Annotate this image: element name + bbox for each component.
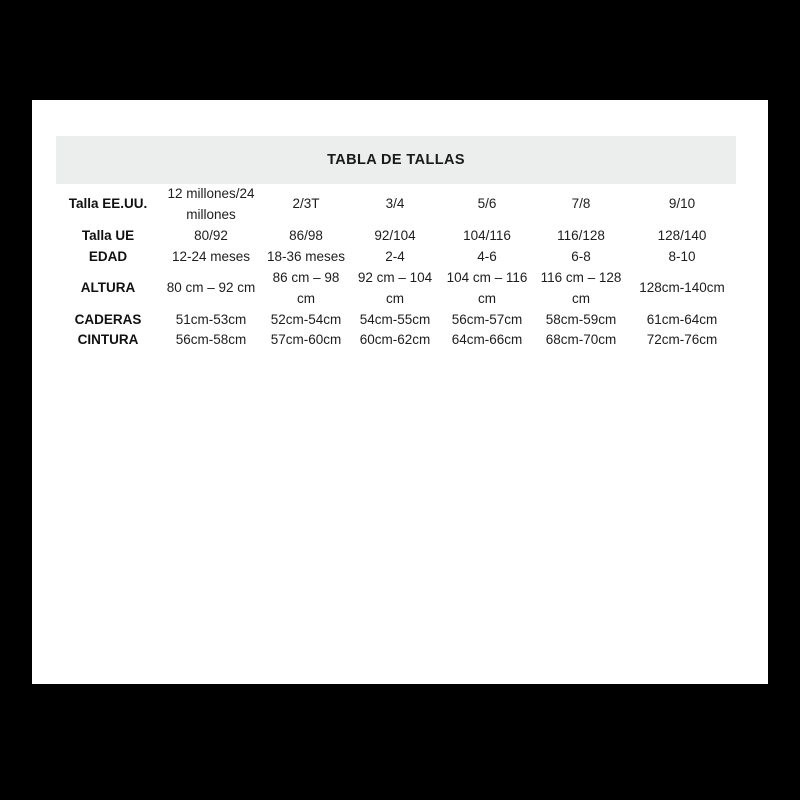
cell-altura-3: 92 cm – 104 cm: [357, 269, 433, 306]
cell-altura-5: 116 cm – 128 cm: [540, 269, 622, 306]
table-row: [56, 330, 736, 351]
table-row: [56, 226, 736, 247]
cell-talla-ue-3: 92/104: [374, 227, 416, 243]
cell-caderas-2: 52cm-54cm: [270, 311, 342, 327]
page-title: TABLA DE TALLAS: [56, 136, 736, 184]
cell-talla-ue-6: 128/140: [657, 227, 707, 243]
cell-altura-4: 104 cm – 116 cm: [446, 269, 528, 306]
size-table-container: [56, 136, 736, 351]
cell-talla-ue-4: 104/116: [463, 227, 511, 243]
cell-edad-2: 18-36 meses: [266, 248, 346, 264]
cell-cintura-1: 56cm-58cm: [175, 332, 247, 348]
cell-edad-3: 2-4: [385, 248, 405, 264]
size-chart-card: [32, 100, 768, 684]
table-title-row: [56, 136, 736, 184]
cell-edad-4: 4-6: [477, 248, 497, 264]
cell-edad-1: 12-24 meses: [171, 248, 251, 264]
cell-edad-5: 6-8: [571, 248, 591, 264]
cell-talla-ue-1: 80/92: [194, 227, 228, 243]
cell-talla-eeuu-4: 5/6: [477, 196, 497, 212]
row-label-talla-ue: Talla UE: [81, 227, 135, 243]
row-label-caderas: CADERAS: [74, 311, 142, 327]
cell-caderas-4: 56cm-57cm: [451, 311, 523, 327]
cell-talla-eeuu-5: 7/8: [571, 196, 591, 212]
table-row: [56, 247, 736, 268]
cell-cintura-2: 57cm-60cm: [270, 332, 342, 348]
cell-talla-eeuu-6: 9/10: [668, 196, 696, 212]
cell-caderas-5: 58cm-59cm: [545, 311, 617, 327]
row-label-altura: ALTURA: [80, 280, 136, 296]
cell-cintura-5: 68cm-70cm: [545, 332, 617, 348]
row-label-edad: EDAD: [88, 248, 128, 264]
cell-caderas-1: 51cm-53cm: [175, 311, 247, 327]
cell-talla-eeuu-1: 12 millones/24 millones: [167, 186, 255, 222]
cell-altura-1: 80 cm – 92 cm: [166, 280, 256, 296]
cell-cintura-4: 64cm-66cm: [451, 332, 523, 348]
table-row: [56, 310, 736, 331]
cell-edad-6: 8-10: [668, 248, 696, 264]
cell-caderas-3: 54cm-55cm: [359, 311, 431, 327]
cell-talla-ue-2: 86/98: [289, 227, 323, 243]
table-row: [56, 268, 736, 310]
cell-talla-eeuu-3: 3/4: [385, 196, 405, 212]
cell-altura-6: 128cm-140cm: [639, 280, 725, 296]
cell-caderas-6: 61cm-64cm: [646, 311, 718, 327]
cell-cintura-3: 60cm-62cm: [359, 332, 431, 348]
cell-talla-ue-5: 116/128: [557, 227, 605, 243]
size-chart-table: [56, 136, 736, 351]
row-label-cintura: CINTURA: [77, 332, 139, 348]
cell-altura-2: 86 cm – 98 cm: [272, 269, 340, 306]
cell-talla-eeuu-2: 2/3T: [292, 196, 320, 212]
cell-cintura-6: 72cm-76cm: [646, 332, 718, 348]
row-label-talla-eeuu: Talla EE.UU.: [68, 196, 148, 212]
table-row: [56, 184, 736, 226]
